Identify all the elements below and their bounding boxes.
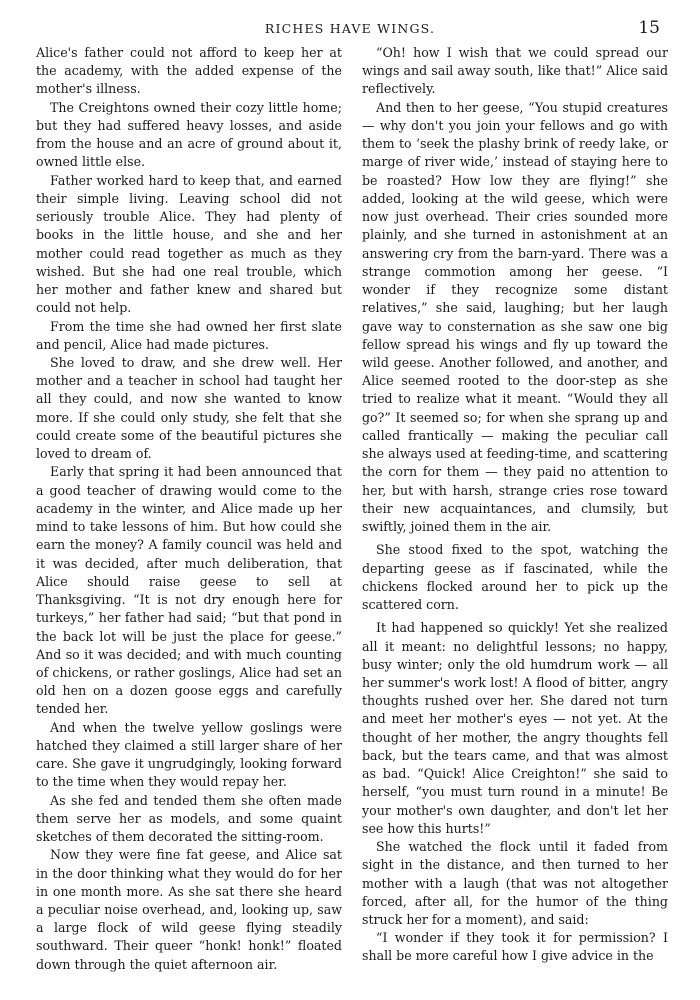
paragraph: The Creightons owned their cozy little home; but they had suffered heavy losses, and aside from the house and an acre of ground about it, owned little else. bbox=[36, 99, 342, 170]
paragraph: “Oh! how I wish that we could spread our wings and sail away south, like that!” Alice said reflectively. bbox=[362, 45, 668, 97]
paragraph: And when the twelve yellow goslings were hatched they claimed a still larger share of her care. She gave it ungrudgingly, looking forward to the time when they would repay her. bbox=[36, 719, 342, 790]
running-title: RICHES HAVE WINGS. bbox=[264, 21, 436, 36]
paragraph: Father worked hard to keep that, and earned their simple living. Leaving school did not seriously trouble Alice. They had plenty of books in the little house, and she and her mother could read together as much as they wished. But she had one real trouble, which her mother and father knew and shared but could not help. bbox=[36, 172, 342, 316]
paragraph: As she fed and tended them she often made them serve her as models, and some quaint sketches of them decorated the sitting-room. bbox=[36, 792, 342, 845]
paragraph: Alice's father could not afford to keep her at the academy, with the added expense of the mother's illness. bbox=[36, 45, 342, 97]
page-number: 15 bbox=[638, 18, 660, 38]
paragraph: It had happened so quickly! Yet she realized all it meant: no delightful lessons; no happy, busy winter; only the old humdrum work — all her summer's work lost! A flood of bitter, angry thoughts rushed over her. She dared not turn and meet her mother's eyes — not yet. At the thought of her mother, the angry thoughts fell back, but the tears came, and that was almost as bad. “Quick! Alice Creighton!” she said to herself, “you must turn round in a minute! Be your mother's own daughter, and don't let her see how this hurts!” bbox=[362, 620, 668, 836]
paragraph: She loved to draw, and she drew well. Her mother and a teacher in school had taught her all they could, and now she wanted to know more. If she could only study, she felt that she could create some of the beautiful pictures she loved to dream of. bbox=[36, 354, 342, 462]
left-column bbox=[36, 44, 342, 984]
text-columns bbox=[36, 44, 672, 984]
paragraph: Early that spring it had been announced that a good teacher of drawing would come to the academy in the winter, and Alice made up her mind to take lessons of him. But how could she earn the money? A family council was held and it was decided, after much deliberation, that Alice should raise geese to sell at Thanksgiving. “It is not dry enough here for turkeys,” her father had said; “but that pond in the back lot will be just the place for geese.” And so it was decided; and with much counting of chickens, or rather goslings, Alice had set an old hen on a dozen goose eggs and carefully tended her. bbox=[36, 464, 342, 717]
right-column bbox=[362, 44, 668, 984]
paragraph: From the time she had owned her first slate and pencil, Alice had made pictures. bbox=[36, 318, 342, 352]
paragraph: She stood fixed to the spot, watching the departing geese as if fascinated, while the chickens flocked around her to pick up the scattered corn. bbox=[362, 542, 668, 613]
paragraph: “I wonder if they took it for permission? I shall be more careful how I give advice in the bbox=[362, 930, 668, 964]
paragraph: Now they were fine fat geese, and Alice sat in the door thinking what they would do for her in one month more. As she sat there she heard a peculiar noise overhead, and, looking up, saw a large flock of wild geese flying steadily southward. Their queer “honk! honk!” floated down through the quiet afternoon air. bbox=[36, 847, 342, 972]
paragraph: And then to her geese, “You stupid creatures — why don't you join your fellows and go with them to ‘seek the plashy brink of reedy lake, or marge of river wide,’ instead of staying here to be roasted? How low they are flying!” she added, looking at the wild geese, which were now just overhead. Their cries sounded more plainly, and she turned in astonishment at an answering cry from the barn-yard. There was a strange commotion among her geese. “I wonder if they recognize some distant relatives,” she said, laughing; but her laugh gave way to consternation as she saw one big fellow spread his wings and fly up toward the wild geese. Another followed, and another, and Alice seemed rooted to the door-step as she tried to realize what it meant. “Would they all go?” It seemed so; for when she sprang up and called frantically — making the peculiar call she always used at feeding-time, and scattering the corn for them — they paid no attention to her, but with harsh, strange cries rose toward their new acquaintances, and clumsily, but swiftly, joined them in the air. bbox=[362, 99, 668, 535]
page-header bbox=[40, 18, 660, 42]
paragraph: She watched the flock until it faded from sight in the distance, and then turned to her mother with a laugh (that was not altogether forced, after all, for the humor of the thing struck her for a moment), and said: bbox=[362, 839, 668, 928]
